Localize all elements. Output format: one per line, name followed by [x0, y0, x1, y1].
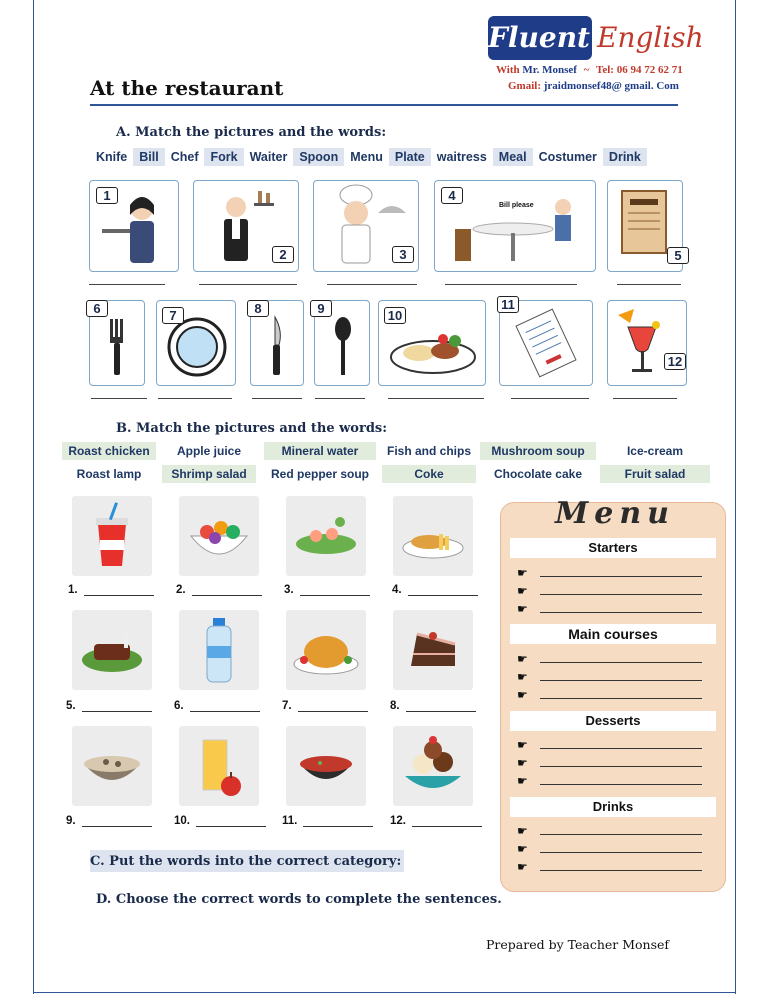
page-border-left	[33, 0, 34, 994]
food-number: 2.	[176, 584, 186, 596]
word: Drink	[603, 148, 647, 166]
menu-answer-line[interactable]	[540, 784, 702, 785]
word: Knife	[96, 150, 128, 164]
food-word: Shrimp salad	[162, 465, 256, 483]
coke-icon	[72, 496, 152, 576]
picture-number: 5	[667, 247, 689, 264]
pointing-hand-icon: ☛	[517, 688, 528, 702]
food-answer	[282, 815, 373, 827]
answer-line[interactable]	[82, 816, 152, 827]
menu-answer-line[interactable]	[540, 594, 702, 595]
menu-section-main-courses: Main courses	[510, 624, 716, 644]
pointing-hand-icon: ☛	[517, 842, 528, 856]
answer-line[interactable]	[303, 816, 373, 827]
food-answer	[392, 584, 478, 596]
picture-number: 11	[497, 296, 519, 313]
food-word: Apple juice	[176, 444, 241, 458]
word: Spoon	[293, 148, 344, 166]
picture-number: 12	[664, 353, 686, 370]
menu-answer-line[interactable]	[540, 870, 702, 871]
answer-line[interactable]	[298, 701, 368, 712]
word: Waiter	[249, 150, 288, 164]
menu-section-desserts: Desserts	[510, 711, 716, 731]
answer-line[interactable]	[199, 284, 297, 285]
pointing-hand-icon: ☛	[517, 738, 528, 752]
food-word: Roast lamp	[76, 467, 142, 481]
roast-lamb-icon	[72, 610, 152, 690]
menu-section-starters: Starters	[510, 538, 716, 558]
answer-line[interactable]	[82, 701, 152, 712]
menu-answer-line[interactable]	[540, 662, 702, 663]
food-word: Red pepper soup	[270, 467, 369, 481]
answer-line[interactable]	[84, 585, 154, 596]
food-answer	[284, 584, 370, 596]
food-answer	[176, 584, 262, 596]
pointing-hand-icon: ☛	[517, 602, 528, 616]
section-b-heading: B. Match the pictures and the words:	[116, 421, 388, 436]
contact-line-1	[496, 64, 683, 76]
word: Plate	[389, 148, 431, 166]
picture-number: 6	[86, 300, 108, 317]
bill-text: Bill please	[499, 202, 534, 209]
gmail-address: jraidmonsef48@ gmail. Com	[543, 80, 679, 92]
pointing-hand-icon: ☛	[517, 756, 528, 770]
pointing-hand-icon: ☛	[517, 774, 528, 788]
menu-answer-line[interactable]	[540, 766, 702, 767]
food-answer	[66, 700, 152, 712]
food-word: Chocolate cake	[493, 467, 583, 481]
separator: ~	[583, 64, 590, 76]
food-answer	[390, 815, 482, 827]
logo-fluent: Fluent.	[488, 16, 592, 60]
answer-line[interactable]	[327, 284, 417, 285]
page-border-right	[735, 0, 736, 994]
chocolate-cake-icon	[393, 610, 473, 690]
food-number: 12.	[390, 815, 406, 827]
word: Meal	[493, 148, 533, 166]
food-answer	[68, 584, 154, 596]
picture-drink	[607, 300, 687, 386]
menu-answer-line[interactable]	[540, 576, 702, 577]
food-picture	[179, 610, 259, 690]
picture-number: 3	[392, 246, 414, 263]
menu-answer-line[interactable]	[540, 698, 702, 699]
food-word: Mineral water	[264, 442, 376, 460]
pointing-hand-icon: ☛	[517, 670, 528, 684]
mushroom-soup-icon	[72, 726, 152, 806]
shrimp-salad-icon	[286, 496, 366, 576]
food-picture	[286, 496, 366, 576]
food-word: Fish and chips	[386, 444, 471, 458]
food-number: 4.	[392, 584, 402, 596]
food-number: 9.	[66, 815, 76, 827]
ice-cream-icon	[393, 726, 473, 806]
food-picture	[393, 610, 473, 690]
menu-answer-line[interactable]	[540, 834, 702, 835]
food-picture	[286, 726, 366, 806]
answer-line[interactable]	[613, 398, 677, 399]
food-picture	[393, 496, 473, 576]
menu-title: Menu	[555, 496, 675, 531]
tel-number: 06 94 72 62 71	[616, 64, 683, 76]
bill-icon	[500, 301, 592, 385]
word: Bill	[133, 148, 164, 166]
food-picture	[179, 496, 259, 576]
pointing-hand-icon: ☛	[517, 652, 528, 666]
picture-number: 7	[162, 307, 184, 324]
answer-line[interactable]	[511, 398, 589, 399]
answer-line[interactable]	[91, 398, 147, 399]
answer-line[interactable]	[252, 398, 302, 399]
picture-number: 4	[441, 187, 463, 204]
word: Fork	[204, 148, 243, 166]
word: Menu	[350, 150, 383, 164]
picture-number: 9	[310, 300, 332, 317]
picture-number: 2	[272, 246, 294, 263]
pointing-hand-icon: ☛	[517, 566, 528, 580]
menu-section-drinks: Drinks	[510, 797, 716, 817]
food-word: Coke	[382, 465, 476, 483]
picture-number: 8	[247, 300, 269, 317]
fruit-salad-icon	[179, 496, 259, 576]
food-number: 7.	[282, 700, 292, 712]
food-picture	[72, 726, 152, 806]
with-label: With	[496, 64, 520, 76]
mineral-water-icon	[179, 610, 259, 690]
answer-line[interactable]	[190, 701, 260, 712]
pointing-hand-icon: ☛	[517, 584, 528, 598]
food-picture	[72, 610, 152, 690]
red-pepper-soup-icon	[286, 726, 366, 806]
food-number: 1.	[68, 584, 78, 596]
menu-answer-line[interactable]	[540, 852, 702, 853]
food-answer	[66, 815, 152, 827]
food-answer	[174, 700, 260, 712]
food-word: Roast chicken	[62, 442, 156, 460]
answer-line[interactable]	[89, 284, 165, 285]
food-answer	[390, 700, 476, 712]
food-number: 8.	[390, 700, 400, 712]
food-picture	[72, 496, 152, 576]
contact-line-2	[508, 80, 679, 92]
teacher-name: Mr. Monsef	[522, 64, 577, 76]
gmail-label: Gmail:	[508, 80, 541, 92]
answer-line[interactable]	[388, 398, 484, 399]
answer-line[interactable]	[406, 701, 476, 712]
menu-answer-line[interactable]	[540, 612, 702, 613]
tel-label: Tel:	[596, 64, 614, 76]
food-word: Fruit salad	[600, 465, 710, 483]
answer-line[interactable]	[408, 585, 478, 596]
answer-line[interactable]	[315, 398, 365, 399]
footer-credit: Prepared by Teacher Monsef	[486, 937, 670, 952]
food-number: 6.	[174, 700, 184, 712]
apple-juice-icon	[179, 726, 259, 806]
answer-line[interactable]	[445, 284, 577, 285]
drink-icon	[608, 301, 686, 385]
answer-line[interactable]	[617, 284, 681, 285]
section-d-heading: D. Choose the correct words to complete the sentences.	[96, 892, 502, 907]
logo-english: English	[597, 21, 704, 54]
menu-answer-line[interactable]	[540, 748, 702, 749]
word: Chef	[170, 150, 199, 164]
answer-line[interactable]	[300, 585, 370, 596]
picture-number: 1	[96, 187, 118, 204]
food-picture	[179, 726, 259, 806]
page-border-bottom	[33, 992, 736, 993]
food-number: 11.	[282, 815, 298, 827]
page-title: At the restaurant	[90, 76, 284, 100]
picture-number: 10	[384, 307, 406, 324]
food-number: 3.	[284, 584, 294, 596]
section-c-heading: C. Put the words into the correct category:	[90, 854, 402, 869]
answer-line[interactable]	[412, 816, 482, 827]
answer-line[interactable]	[196, 816, 266, 827]
food-number: 5.	[66, 700, 76, 712]
section-a-word-bank	[90, 148, 647, 166]
food-word: Mushroom soup	[480, 442, 596, 460]
food-number: 10.	[174, 815, 190, 827]
fish-and-chips-icon	[393, 496, 473, 576]
word: Costumer	[538, 150, 597, 164]
answer-line[interactable]	[158, 398, 232, 399]
word: waitress	[436, 150, 487, 164]
food-answer	[282, 700, 368, 712]
menu-answer-line[interactable]	[540, 680, 702, 681]
title-underline	[90, 104, 678, 106]
answer-line[interactable]	[192, 585, 262, 596]
pointing-hand-icon: ☛	[517, 824, 528, 838]
section-a-heading: A. Match the pictures and the words:	[116, 125, 387, 140]
roast-chicken-icon	[286, 610, 366, 690]
food-word: Ice-cream	[626, 444, 684, 458]
food-answer	[174, 815, 266, 827]
food-picture	[393, 726, 473, 806]
food-picture	[286, 610, 366, 690]
pointing-hand-icon: ☛	[517, 860, 528, 874]
